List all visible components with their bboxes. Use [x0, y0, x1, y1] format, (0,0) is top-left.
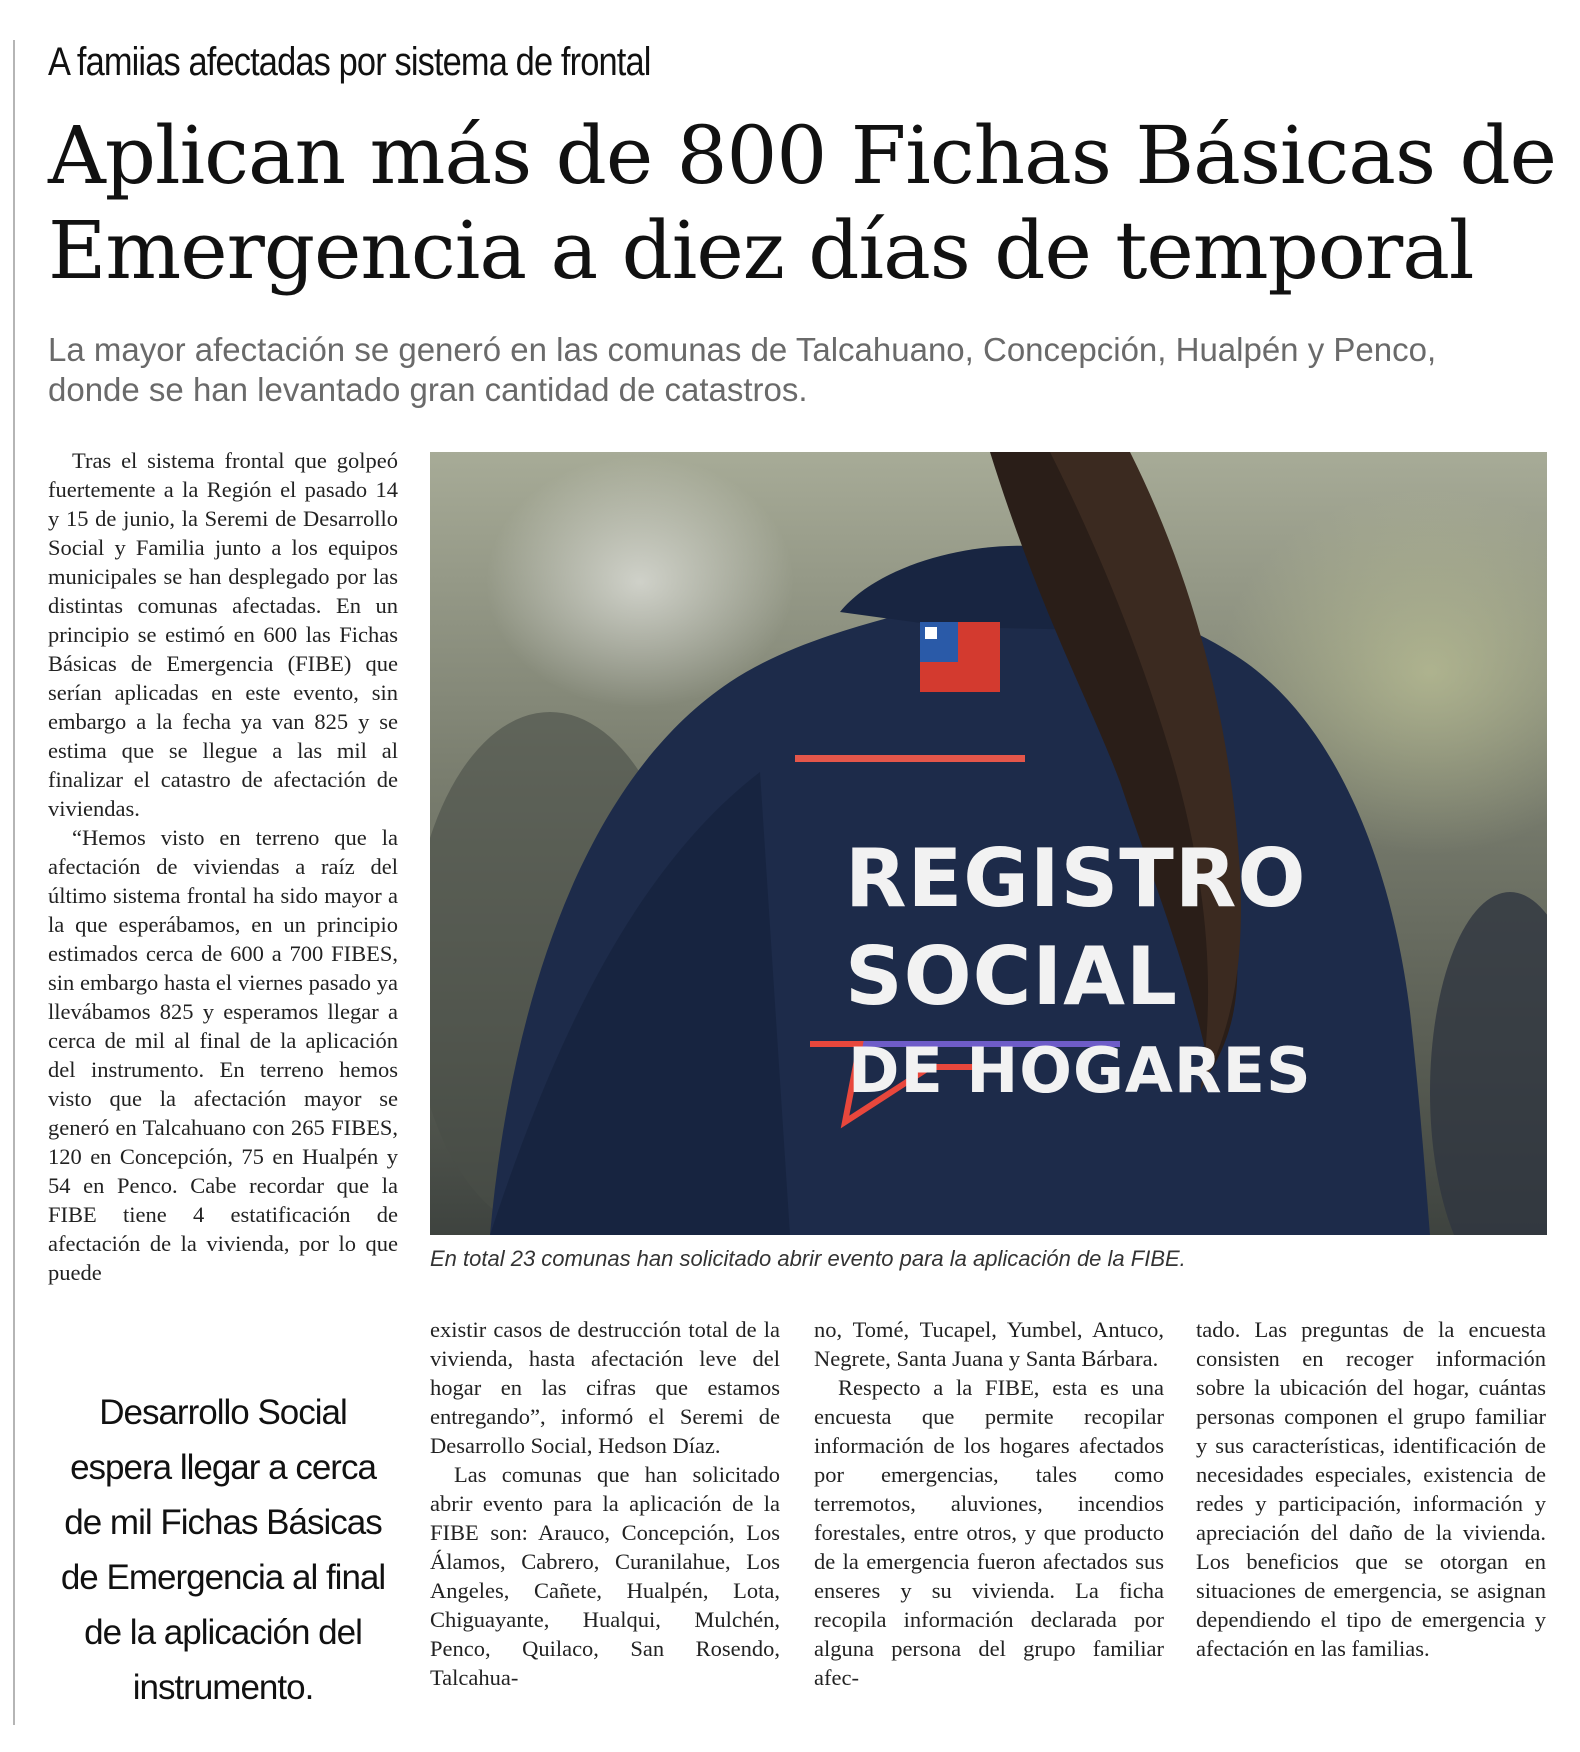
- headline: [48, 108, 1557, 298]
- column-rule: [13, 40, 15, 1725]
- body-column-1: [48, 446, 398, 1287]
- jacket-text-line-3: DE HOGARES: [848, 1034, 1312, 1107]
- paragraph: Respecto a la FIBE, esta es una encuesta que permite recopilar información de los hogares afectados por emergencias, tales como terremotos, aluviones, incendios forestales, entre otros, y que producto de la emergencia fueron afectados sus enseres y su vivienda. La ficha recopila información declarada por alguna persona del grupo familiar afec-: [814, 1375, 1164, 1690]
- headline-line-2: Emergencia a diez días de temporal: [48, 204, 1474, 297]
- body-column-3: [814, 1315, 1164, 1692]
- headline-line-1: Aplican más de 800 Fichas Básicas de: [48, 109, 1557, 202]
- jacket-text-line-1: REGISTRO: [845, 832, 1307, 925]
- paragraph: Tras el sistema frontal que golpeó fuertemente a la Región el pasado 14 y 15 de junio, la Seremi de Desarrollo Social y Familia junto a los equipos municipales se han desplegado por las distintas comunas afectadas. En un principio se estimó en 600 las Fichas Básicas de Emergencia (FIBE) que serían aplicadas en este evento, sin embargo a la fecha ya van 825 y se estima que se llegue a las mil al finalizar el catastro de afectación de viviendas.: [48, 448, 398, 821]
- jacket-text-line-2: SOCIAL: [845, 930, 1178, 1023]
- kicker: A famiias afectadas por sistema de frontal: [48, 40, 651, 84]
- pull-quote: Desarrollo Social espera llegar a cerca de mil Fichas Básicas de Emergencia al final de la aplicación del instrumento.: [60, 1393, 386, 1707]
- deck-line-1: La mayor afectación se generó en las comunas de Talcahuano, Concepción, Hualpén y Penco,: [48, 331, 1437, 368]
- body-column-2: [430, 1315, 780, 1692]
- paragraph: tado. Las preguntas de la encuesta consisten en recoger información sobre la ubicación del hogar, cuántas personas componen el grupo familiar y sus características, identificación de necesidades especiales, existencia de redes y participación, información y apreciación del daño de la vivienda. Los beneficios que se otorgan en situaciones de emergencia, se asignan dependiendo el tipo de emergencia y afectación en las familias.: [1196, 1317, 1546, 1661]
- body-column-4: [1196, 1315, 1546, 1663]
- deck-line-2: donde se han levantado gran cantidad de catastros.: [48, 371, 808, 408]
- news-photo: [430, 452, 1547, 1235]
- deck: [48, 330, 1548, 410]
- paragraph: existir casos de destrucción total de la vivienda, hasta afectación leve del hogar en las cifras que estamos entregando”, informó el Seremi de Desarrollo Social, Hedson Díaz.: [430, 1317, 780, 1458]
- paragraph: no, Tomé, Tucapel, Yumbel, Antuco, Negrete, Santa Juana y Santa Bárbara.: [814, 1317, 1164, 1371]
- paragraph: Las comunas que han solicitado abrir evento para la aplicación de la FIBE son: Arauco, Concepción, Los Álamos, Cabrero, Curanilahue, Los Angeles, Cañete, Hualpén, Lota, Chiguayante, Hualqui, Mulchén, Penco, Quilaco, San Rosendo, Talcahua-: [430, 1462, 780, 1690]
- paragraph: “Hemos visto en terreno que la afectación de viviendas a raíz del último sistema frontal ha sido mayor a la que esperábamos, en un principio estimados cerca de 600 a 700 FIBES, sin embargo hasta el viernes pasado ya llevábamos 825 y esperamos llegar a cerca de mil al final de la aplicación del instrumento. En terreno hemos visto que la afectación mayor se generó en Talcahuano con 265 FIBES, 120 en Concepción, 75 en Hualpén y 54 en Penco. Cabe recordar que la FIBE tiene 4 estatificación de afectación de la vivienda, por lo que puede: [48, 825, 398, 1285]
- photo-caption: En total 23 comunas han solicitado abrir evento para la aplicación de la FIBE.: [430, 1246, 1186, 1271]
